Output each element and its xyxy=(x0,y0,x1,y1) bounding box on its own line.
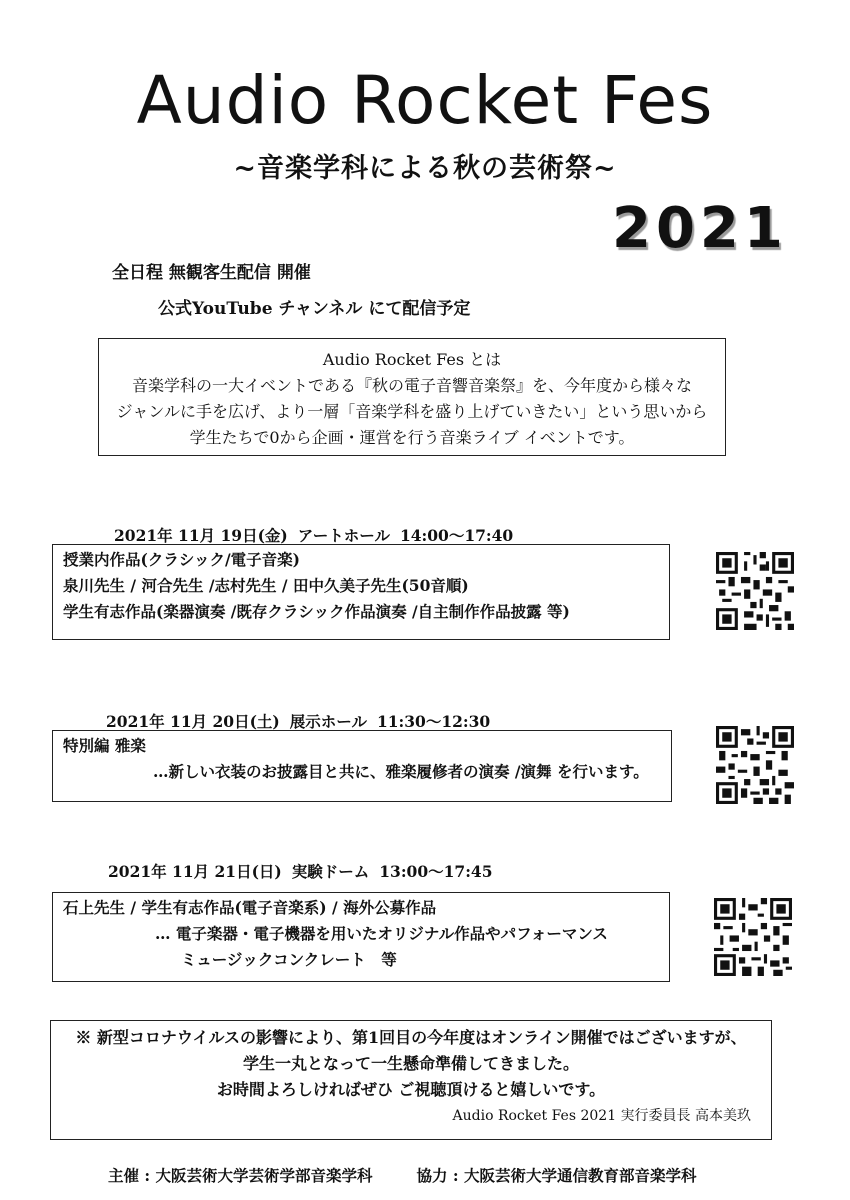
schedule-time: 13:00〜17:45 xyxy=(379,862,493,881)
schedule-venue: アートホール xyxy=(297,526,390,545)
event-title: Audio Rocket Fes xyxy=(136,62,714,139)
about-line: ジャンルに手を広げ、より一層「音楽学科を盛り上げていきたい」という思いから xyxy=(116,402,708,421)
event-subtitle: ~音楽学科による秋の芸術祭~ xyxy=(233,153,617,184)
schedule-date: 2021年 11月 20日(土) xyxy=(106,712,280,731)
schedule-box-day2 xyxy=(52,730,672,802)
schedule-header-day1 xyxy=(114,524,523,546)
notice-line: 学生一丸となって一生懸命準備してきました。 xyxy=(242,1054,579,1073)
schedule-header-day2 xyxy=(106,710,500,732)
schedule-line: 特別編 雅楽 xyxy=(63,736,146,755)
schedule-line: …新しい衣装のお披露目と共に、雅楽履修者の演奏 /演舞 を行います。 xyxy=(153,762,649,781)
schedule-line: ミュージックコンクレート 等 xyxy=(181,950,397,969)
youtube-notice: 公式YouTube チャンネル にて配信予定 xyxy=(158,299,471,319)
schedule-date: 2021年 11月 19日(金) xyxy=(114,526,288,545)
event-year: 2021 xyxy=(612,196,788,261)
qr-code-icon[interactable] xyxy=(716,552,794,630)
qr-code-icon[interactable] xyxy=(714,898,792,976)
streaming-notice: 全日程 無観客生配信 開催 xyxy=(112,263,311,283)
notice-box xyxy=(50,1020,772,1140)
notice-line: ※ 新型コロナウイルスの影響により、第1回目の今年度はオンライン開催ではございますが、 xyxy=(75,1028,747,1047)
footer-host: 主催 : 大阪芸術大学芸術学部音楽学科 xyxy=(108,1166,373,1185)
about-line: Audio Rocket Fes とは xyxy=(322,350,502,369)
footer-cooperation: 協力 : 大阪芸術大学通信教育部音楽学科 xyxy=(416,1166,697,1185)
notice-signature: Audio Rocket Fes 2021 実行委員長 高本美玖 xyxy=(452,1108,751,1124)
schedule-time: 11:30〜12:30 xyxy=(376,712,491,731)
schedule-line: … 電子楽器・電子機器を用いたオリジナル作品やパフォーマンス xyxy=(155,924,608,943)
schedule-box-day3 xyxy=(52,892,670,982)
schedule-line: 学生有志作品(楽器演奏 /既存クラシック作品演奏 /自主制作作品披露 等) xyxy=(63,602,570,621)
about-line: 学生たちで0から企画・運営を行う音楽ライブ イベントです。 xyxy=(189,428,635,447)
notice-line: お時間よろしければぜひ ご視聴頂けると嬉しいです。 xyxy=(216,1080,606,1099)
schedule-line: 授業内作品(クラシック/電子音楽) xyxy=(63,550,301,569)
schedule-header-day3 xyxy=(108,860,503,882)
schedule-venue: 展示ホール xyxy=(289,712,367,731)
schedule-date: 2021年 11月 21日(日) xyxy=(108,862,282,881)
schedule-box-day1 xyxy=(52,544,670,640)
qr-code-icon[interactable] xyxy=(716,726,794,804)
schedule-time: 14:00〜17:40 xyxy=(399,526,514,545)
schedule-venue: 実験ドーム xyxy=(291,862,370,881)
about-line: 音楽学科の一大イベントである『秋の電子音響音楽祭』を、今年度から様々な xyxy=(131,376,692,395)
schedule-line: 石上先生 / 学生有志作品(電子音楽系) / 海外公募作品 xyxy=(63,898,437,917)
about-box xyxy=(98,338,726,456)
footer xyxy=(108,1164,697,1186)
schedule-line: 泉川先生 / 河合先生 /志村先生 / 田中久美子先生(50音順) xyxy=(63,576,469,595)
